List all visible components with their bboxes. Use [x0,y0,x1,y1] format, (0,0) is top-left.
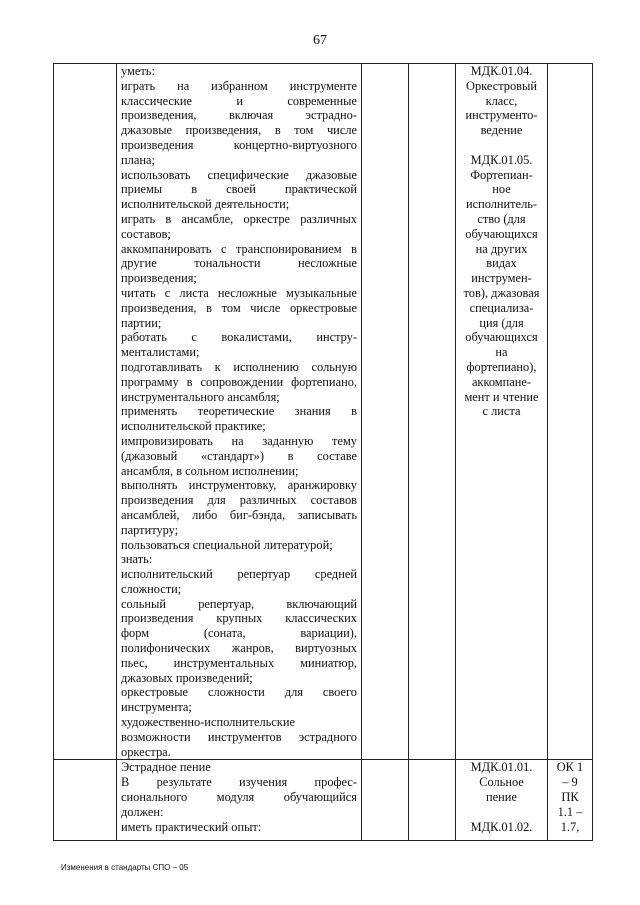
text-line: работать с вокалистами, инстру- [121,330,357,345]
text-line: плана; [121,152,155,167]
text-line: обучающихся [465,330,538,345]
text-line: джазовых произведений; [121,670,253,685]
text-line: ство (для [477,211,526,226]
text-line: видах [486,256,517,271]
text-line: с листа [482,404,521,419]
text-line: ОК 1 [556,760,584,775]
text-line: ПК [561,790,579,805]
text-line: знать: [121,552,153,567]
text-line: произведения, включая эстрадно- [121,108,357,123]
empty-cell [362,760,409,841]
text-line: импровизировать на заданную тему [121,433,357,448]
text-line: МДК.01.02. [470,819,533,834]
text-line: приемы в своей практической [121,182,357,197]
text-line: уметь: [121,64,155,78]
text-line: 1.7, [560,819,580,834]
text-line: применять теоретические знания в [121,404,357,419]
empty-cell [409,64,456,760]
text-line: инструменто- [465,108,538,123]
text-line: тов), джазовая [463,285,540,300]
competency-cell [548,760,593,841]
text-line: оркестра. [121,744,171,759]
text-line: класс, [485,93,518,108]
text-line: пьес, инструментальных миниатюр, [121,655,357,670]
text-line: партии; [121,315,162,330]
text-line: читать с листа несложные музыкальные [121,285,357,300]
text-line: инструментального ансамбля; [121,389,280,404]
text-line: мент и чтение [464,389,539,404]
text-line: ция (для [479,315,524,330]
text-line: Оркестровый [466,78,537,93]
text-line: произведения, в том числе оркестровые [121,300,357,315]
page-number: 67 [313,33,327,48]
competency-cell [548,64,593,760]
text-line: фортепиано), [466,359,537,374]
text-line: специализа- [469,300,534,315]
text-line: исполнительский репертуар средней [121,567,357,582]
text-line: составов; [121,226,171,241]
index-cell [54,760,117,841]
text-line: на других [475,241,528,256]
text-line: играть на избранном инструменте [121,78,357,93]
text-line: иметь практический опыт: [121,819,262,834]
text-line: использовать специфические джазовые [121,167,357,182]
mdk-cell [456,64,548,760]
text-line: выполнять инструментовку, аранжировку [121,478,357,493]
text-line: – 9 [562,775,578,790]
text-line: сионального модуля обучающийся [121,790,357,805]
text-line: программу в сопровождении фортепиано, [121,374,357,389]
text-line: аккомпане- [471,374,532,389]
text-line: Эстрадное пение [121,760,211,775]
spacer [456,138,547,153]
mdk-cell [456,760,548,841]
text-line: инструмента; [121,700,192,715]
table-row [54,760,593,841]
text-line: обучающихся [465,226,538,241]
index-cell [54,64,117,760]
text-line: В результате изучения профес- [121,775,357,790]
text-line: форм (соната, вариации), [121,626,357,641]
text-line: полифонических жанров, виртуозных [121,641,357,656]
curriculum-table [53,63,593,841]
text-line: подготавливать к исполнению сольную [121,359,357,374]
empty-cell [362,64,409,760]
text-line: классические и современные [121,93,357,108]
text-line: оркестровые сложности для своего [121,685,357,700]
text-line: Сольное [479,775,524,790]
text-line: должен: [121,804,164,819]
text-line: 1.1 – [557,804,583,819]
text-line: ансамблей, либо биг-бэнда, записывать [121,507,357,522]
text-line: аккомпанировать с транспонированием в [121,241,357,256]
text-line: инструмен- [471,271,532,286]
text-line: ансамбля, в сольном исполнении; [121,463,299,478]
text-line: менталистами; [121,345,200,360]
text-line: пение [486,790,517,805]
text-line: ное [492,182,511,197]
text-line: произведения; [121,271,197,286]
text-line: на [495,345,508,360]
text-line: (джазовый «стандарт») в составе [121,448,357,463]
module-text-cell [117,760,362,841]
text-line: произведения для различных составов [121,493,357,508]
text-line: играть в ансамбле, оркестре различных [121,211,357,226]
text-line: МДК.01.01. [470,760,533,775]
text-line: пользоваться специальной литературой; [121,537,333,552]
text-line: произведения концертно-виртуозного [121,137,357,152]
text-line: МДК.01.05. [470,152,533,167]
text-line: сольный репертуар, включающий [121,596,357,611]
text-line: партитуру; [121,522,179,537]
spacer [456,805,547,820]
text-line: произведения крупных классических [121,611,357,626]
text-line: МДК.01.04. [470,64,533,78]
text-line: сложности; [121,581,182,596]
footer-note: Изменения в стандарты СПО – 05 [61,863,189,872]
empty-cell [409,760,456,841]
text-line: художественно-исполнительские [121,715,295,730]
text-line: Фортепиан- [470,167,533,182]
text-line: другие тональности несложные [121,256,357,271]
text-line: исполнительской практике; [121,419,266,434]
text-line: возможности инструментов эстрадного [121,729,357,744]
text-line: ведение [480,123,523,138]
text-line: исполнительской деятельности; [121,197,290,212]
skills-cell [117,64,362,760]
text-line: джазовые произведения, в том числе [121,123,357,138]
text-line: исполнитель- [465,197,538,212]
table-row [54,64,593,760]
